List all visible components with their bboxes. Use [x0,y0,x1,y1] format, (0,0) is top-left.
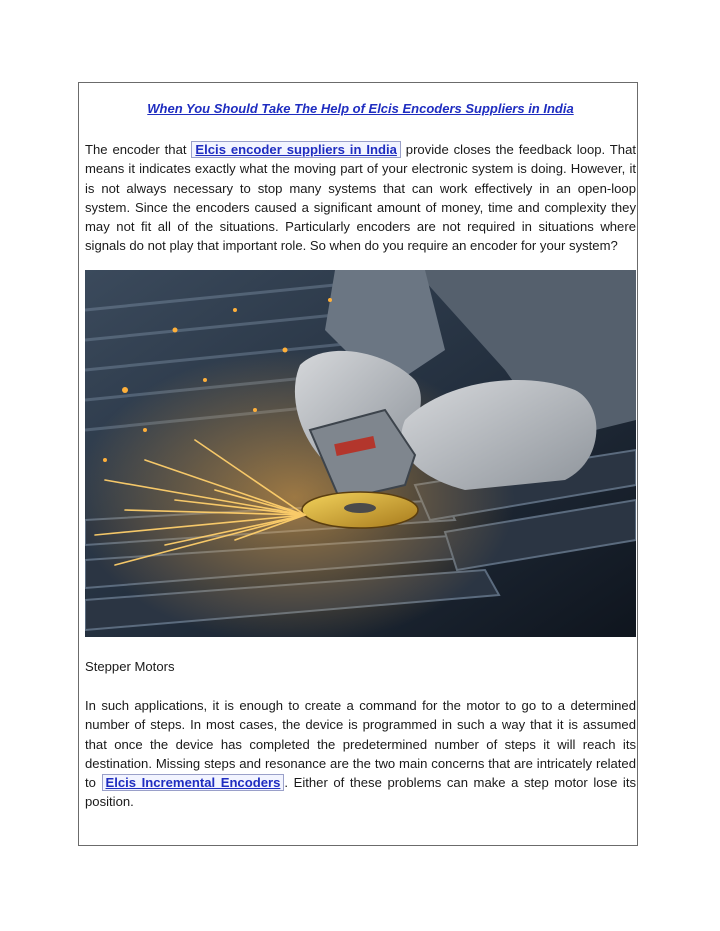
incremental-encoders-link[interactable]: Elcis Incremental Encoders [102,774,285,791]
intro-text-after: provide closes the feedback loop. That means it indicates exactly what the moving part of your electronic system is doing. However, it is not always necessary to stop many systems that can work effectively in an open-loop system. Since the encoders caused a significant amount of money, time and complexity they may not fit all of the situations. Particularly encoders are not required in situations where signals do not play that important role. So when do you require an encoder for your system? [85,142,636,254]
grinder-sparks-photo [85,270,636,637]
document-content [85,92,637,810]
document-title: When You Should Take The Help of Elcis Encoders Suppliers in India [147,101,574,116]
section-heading: Stepper Motors [85,659,175,674]
intro-paragraph [85,140,636,256]
stepper-paragraph [85,696,636,812]
stepper-text-after: . Either of these problems can make a step motor lose its position. [85,775,637,810]
photo-illustration [85,270,636,637]
encoder-suppliers-link[interactable]: Elcis encoder suppliers in India [191,141,400,158]
intro-text-before: The encoder that [85,142,192,157]
stepper-text-before: In such applications, it is enough to create a command for the motor to go to a determined number of steps. In most cases, the device is programmed in such a way that it is assumed that once the device has completed the predetermined number of steps it will reach its destination. Missing steps and resonance are the two main concerns that are intricately related to [85,698,636,791]
